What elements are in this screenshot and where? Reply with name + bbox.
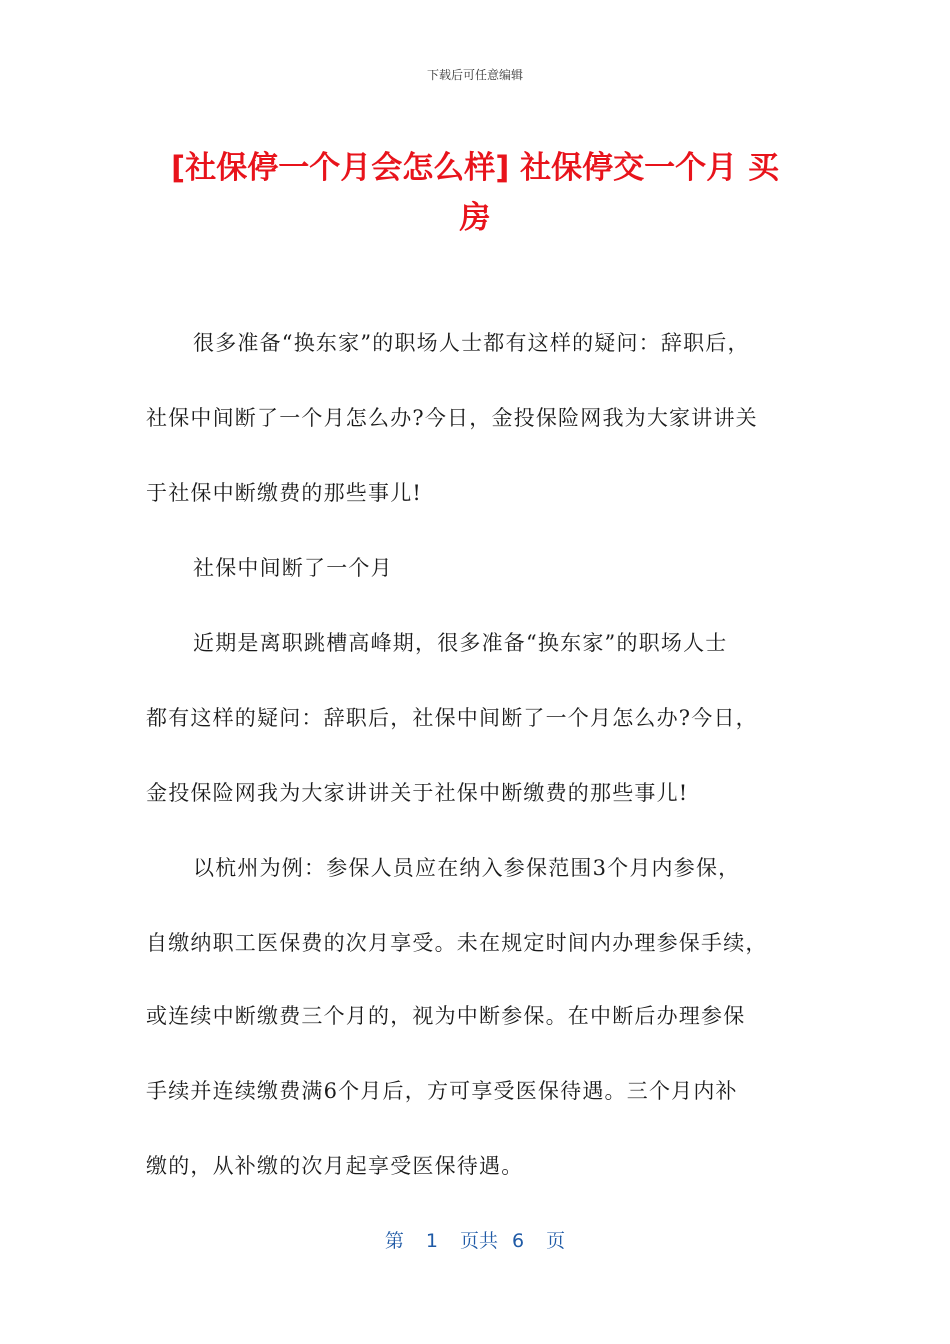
text-line: 都有这样的疑问：辞职后，社保中间断了一个月怎么办?今日， [146,706,758,730]
text-line: 于社保中断缴费的那些事儿! [146,481,423,505]
text-line: 金投保险网我为大家讲讲关于社保中断缴费的那些事儿! [146,781,689,805]
text-line: 社保中间断了一个月怎么办?今日，金投保险网我为大家讲讲关 [146,406,758,430]
footer-page-number: 1 [425,1230,438,1252]
header-note: 下载后可任意编辑 [426,68,523,82]
title-line-2: 房 [459,200,491,236]
footer-middle: 页共 [459,1230,498,1252]
text-line: 或连续中断缴费三个月的，视为中断参保。在中断后办理参保 [146,1004,746,1028]
text-line: 近期是离职跳槽高峰期，很多准备“换东家”的职场人士 [193,631,728,655]
text-line: 自缴纳职工医保费的次月享受。未在规定时间内办理参保手续， [146,931,768,955]
title-line-1: [社保停一个月会怎么样] 社保停交一个月 买 [171,150,779,186]
text-line: 缴的，从补缴的次月起享受医保待遇。 [146,1154,524,1178]
text-line: 以杭州为例：参保人员应在纳入参保范围3个月内参保， [193,856,741,880]
document-title [140,143,810,243]
text-line: 很多准备“换东家”的职场人士都有这样的疑问：辞职后， [193,331,750,355]
page-footer [0,1226,950,1253]
footer-suffix: 页 [546,1230,566,1252]
section-heading: 社保中间断了一个月 [193,556,393,580]
footer-prefix: 第 [384,1230,404,1252]
footer-total-pages: 6 [512,1230,525,1252]
text-line: 手续并连续缴费满6个月后，方可享受医保待遇。三个月内补 [146,1079,738,1103]
